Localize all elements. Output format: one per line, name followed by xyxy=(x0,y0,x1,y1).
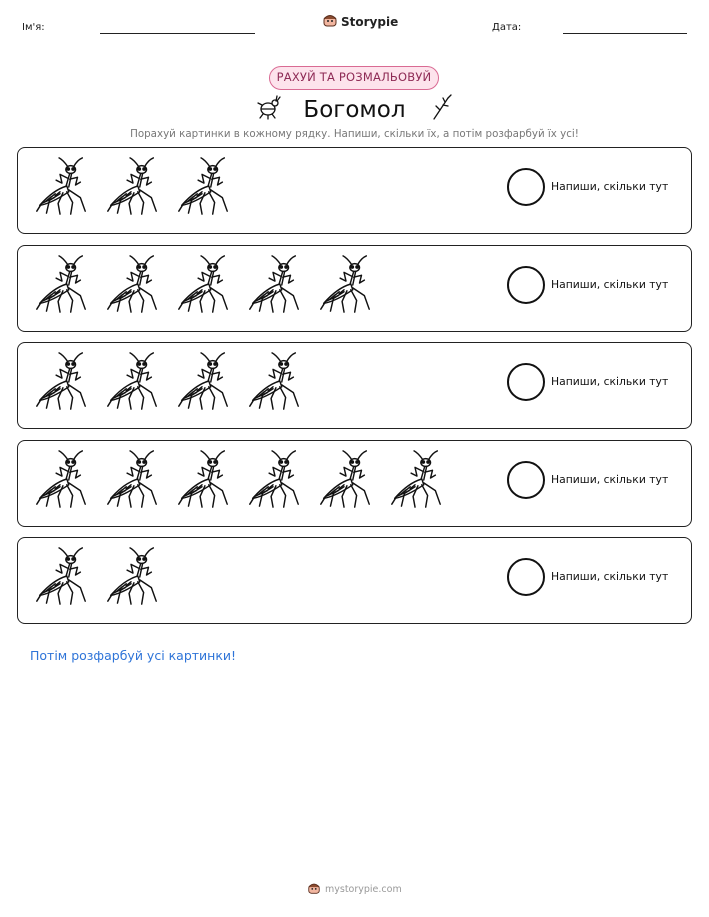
row-prompt: Напиши, скільки тут xyxy=(551,570,669,583)
praying-mantis-icon xyxy=(30,350,92,412)
praying-mantis-icon xyxy=(243,350,305,412)
count-row-5 xyxy=(17,537,692,624)
praying-mantis-icon xyxy=(101,253,163,315)
praying-mantis-icon xyxy=(314,448,376,510)
answer-circle[interactable] xyxy=(507,168,545,206)
mantis-group xyxy=(30,155,234,217)
praying-mantis-icon xyxy=(172,155,234,217)
praying-mantis-icon xyxy=(172,448,234,510)
storypie-logo-icon xyxy=(307,880,321,899)
row-prompt: Напиши, скільки тут xyxy=(551,473,669,486)
beetle-icon xyxy=(256,94,282,126)
row-prompt: Напиши, скільки тут xyxy=(551,278,669,291)
answer-circle[interactable] xyxy=(507,363,545,401)
praying-mantis-icon xyxy=(30,155,92,217)
footer-url[interactable]: mystorypie.com xyxy=(325,884,402,895)
page-title xyxy=(0,93,709,127)
answer-circle[interactable] xyxy=(507,266,545,304)
mantis-group xyxy=(30,253,376,315)
row-prompt: Напиши, скільки тут xyxy=(551,180,669,193)
storypie-logo-icon xyxy=(322,12,338,32)
praying-mantis-icon xyxy=(172,350,234,412)
praying-mantis-icon xyxy=(101,545,163,607)
praying-mantis-icon xyxy=(243,448,305,510)
praying-mantis-icon xyxy=(101,155,163,217)
answer-circle[interactable] xyxy=(507,558,545,596)
name-field-line[interactable] xyxy=(100,33,255,34)
mantis-group xyxy=(30,448,447,510)
footer-brand xyxy=(307,880,402,899)
praying-mantis-icon xyxy=(314,253,376,315)
praying-mantis-icon xyxy=(30,448,92,510)
mantis-group xyxy=(30,350,305,412)
count-row-2 xyxy=(17,245,692,332)
praying-mantis-icon xyxy=(30,253,92,315)
praying-mantis-icon xyxy=(243,253,305,315)
mantis-group xyxy=(30,545,163,607)
activity-badge: РАХУЙ ТА РОЗМАЛЬОВУЙ xyxy=(269,66,439,90)
instructions: Порахуй картинки в кожному рядку. Напиши, скільки їх, а потім розфарбуй їх усі! xyxy=(130,128,579,140)
praying-mantis-icon xyxy=(101,448,163,510)
praying-mantis-icon xyxy=(172,253,234,315)
count-row-4 xyxy=(17,440,692,527)
answer-circle[interactable] xyxy=(507,461,545,499)
coloring-note: Потім розфарбуй усі картинки! xyxy=(30,648,237,663)
twig-icon xyxy=(431,93,453,127)
row-prompt: Напиши, скільки тут xyxy=(551,375,669,388)
praying-mantis-icon xyxy=(30,545,92,607)
count-row-1 xyxy=(17,147,692,234)
brand-name: Storypie xyxy=(341,15,399,29)
date-label: Дата: xyxy=(492,22,522,33)
praying-mantis-icon xyxy=(385,448,447,510)
name-label: Ім'я: xyxy=(22,22,45,33)
date-field-line[interactable] xyxy=(563,33,687,34)
brand-logo xyxy=(322,12,398,32)
count-row-3 xyxy=(17,342,692,429)
title-text: Богомол xyxy=(303,97,406,123)
praying-mantis-icon xyxy=(101,350,163,412)
